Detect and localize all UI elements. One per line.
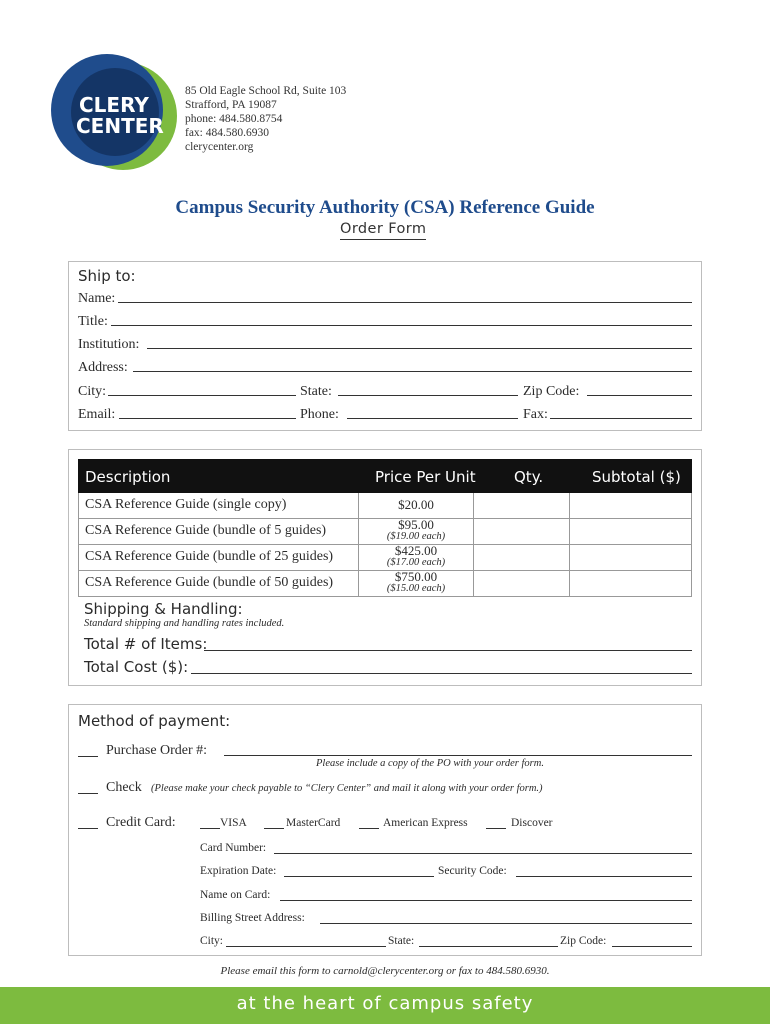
shipping-note: Standard shipping and handling rates included. (84, 618, 285, 629)
po-note: Please include a copy of the PO with your order form. (316, 758, 544, 769)
name-on-card-label: Name on Card: (200, 889, 271, 901)
phone-field[interactable] (347, 418, 518, 419)
header-description: Description (85, 468, 171, 486)
expiration-field[interactable] (284, 876, 434, 877)
security-code-label: Security Code: (438, 865, 507, 877)
phone-label: Phone: (300, 407, 339, 422)
credit-card-checkbox[interactable] (78, 828, 98, 829)
row-each-price: ($19.00 each) (386, 531, 446, 542)
billing-zip-label: Zip Code: (560, 935, 607, 947)
billing-state-field[interactable] (419, 946, 558, 947)
name-field[interactable] (118, 302, 692, 303)
table-row (78, 519, 692, 545)
row-description: CSA Reference Guide (bundle of 50 guides) (85, 575, 334, 590)
city-field[interactable] (108, 395, 296, 396)
mastercard-label: MasterCard (286, 817, 341, 829)
subtotal-input[interactable] (570, 519, 691, 544)
qty-input[interactable] (474, 519, 570, 544)
row-price: $425.00 (394, 543, 438, 558)
page-subtitle: Order Form (340, 221, 426, 240)
qty-input[interactable] (474, 493, 570, 518)
total-cost-field[interactable] (191, 673, 692, 674)
address-field[interactable] (133, 371, 692, 372)
header-qty: Qty. (514, 468, 544, 486)
table-row (78, 545, 692, 571)
check-label: Check (106, 780, 142, 795)
zip-label: Zip Code: (523, 384, 580, 399)
ship-to-heading: Ship to: (78, 267, 136, 285)
row-each-price: ($15.00 each) (386, 583, 446, 594)
subtotal-input[interactable] (570, 493, 691, 518)
discover-label: Discover (511, 817, 553, 829)
payment-heading: Method of payment: (78, 712, 231, 730)
order-table-header (78, 459, 692, 493)
address-line: 85 Old Eagle School Rd, Suite 103 (185, 85, 347, 97)
clery-center-logo (45, 52, 185, 172)
page-title: Campus Security Authority (CSA) Reference Guide (175, 197, 595, 218)
fax-line: fax: 484.580.6930 (185, 127, 270, 139)
phone-line: phone: 484.580.8754 (185, 113, 283, 125)
name-label: Name: (78, 291, 116, 306)
row-each-price: ($17.00 each) (386, 557, 446, 568)
logo-text-line1: CLERY (79, 93, 149, 117)
discover-checkbox[interactable] (486, 828, 506, 829)
title-field[interactable] (111, 325, 692, 326)
qty-input[interactable] (474, 545, 570, 570)
address-block (185, 84, 346, 154)
email-field[interactable] (119, 418, 296, 419)
institution-label: Institution: (78, 337, 140, 352)
row-description: CSA Reference Guide (single copy) (85, 497, 287, 512)
row-description: CSA Reference Guide (bundle of 5 guides) (85, 523, 327, 538)
po-label: Purchase Order #: (106, 743, 208, 758)
total-items-field[interactable] (204, 650, 692, 651)
total-items-label: Total # of Items: (84, 635, 208, 653)
security-code-field[interactable] (516, 876, 692, 877)
logo-text-line2: CENTER (76, 114, 164, 138)
billing-address-label: Billing Street Address: (200, 912, 305, 924)
po-checkbox[interactable] (78, 756, 98, 757)
visa-label: VISA (220, 817, 247, 829)
row-price: $750.00 (394, 569, 438, 584)
institution-field[interactable] (147, 348, 692, 349)
mastercard-checkbox[interactable] (264, 828, 284, 829)
billing-city-label: City: (200, 935, 224, 947)
expiration-label: Expiration Date: (200, 865, 277, 877)
website-line: clerycenter.org (185, 141, 254, 153)
row-price: $20.00 (398, 497, 434, 512)
email-label: Email: (78, 407, 116, 422)
table-row (78, 571, 692, 597)
title-label: Title: (78, 314, 108, 329)
header-subtotal: Subtotal ($) (592, 468, 681, 486)
total-cost-label: Total Cost ($): (84, 658, 189, 676)
fax-field[interactable] (550, 418, 692, 419)
header-price: Price Per Unit (375, 468, 476, 486)
qty-input[interactable] (474, 571, 570, 596)
state-field[interactable] (338, 395, 518, 396)
name-on-card-field[interactable] (280, 900, 692, 901)
subtotal-input[interactable] (570, 571, 691, 596)
billing-city-field[interactable] (226, 946, 386, 947)
subtotal-input[interactable] (570, 545, 691, 570)
shipping-heading: Shipping & Handling: (84, 600, 243, 618)
fax-label: Fax: (523, 407, 548, 422)
credit-card-label: Credit Card: (106, 815, 176, 830)
billing-zip-field[interactable] (612, 946, 692, 947)
po-field[interactable] (224, 755, 692, 756)
state-label: State: (300, 384, 332, 399)
address-label: Address: (78, 360, 128, 375)
check-note: (Please make your check payable to “Clery Center” and mail it along with your order form.) (151, 783, 543, 794)
tagline: at the heart of campus safety (236, 993, 534, 1014)
billing-state-label: State: (388, 935, 415, 947)
billing-address-field[interactable] (320, 923, 692, 924)
amex-checkbox[interactable] (359, 828, 379, 829)
footer-note: Please email this form to carnold@clerycenter.org or fax to 484.580.6930. (220, 965, 550, 977)
card-number-label: Card Number: (200, 842, 267, 854)
card-number-field[interactable] (274, 853, 692, 854)
table-row (78, 493, 692, 519)
check-checkbox[interactable] (78, 793, 98, 794)
city-label: City: (78, 384, 107, 399)
ship-to-section (68, 261, 702, 431)
address-line: Strafford, PA 19087 (185, 99, 277, 111)
row-price: $95.00 (398, 517, 434, 532)
visa-checkbox[interactable] (200, 828, 220, 829)
row-description: CSA Reference Guide (bundle of 25 guides) (85, 549, 334, 564)
zip-field[interactable] (587, 395, 692, 396)
amex-label: American Express (383, 817, 468, 829)
